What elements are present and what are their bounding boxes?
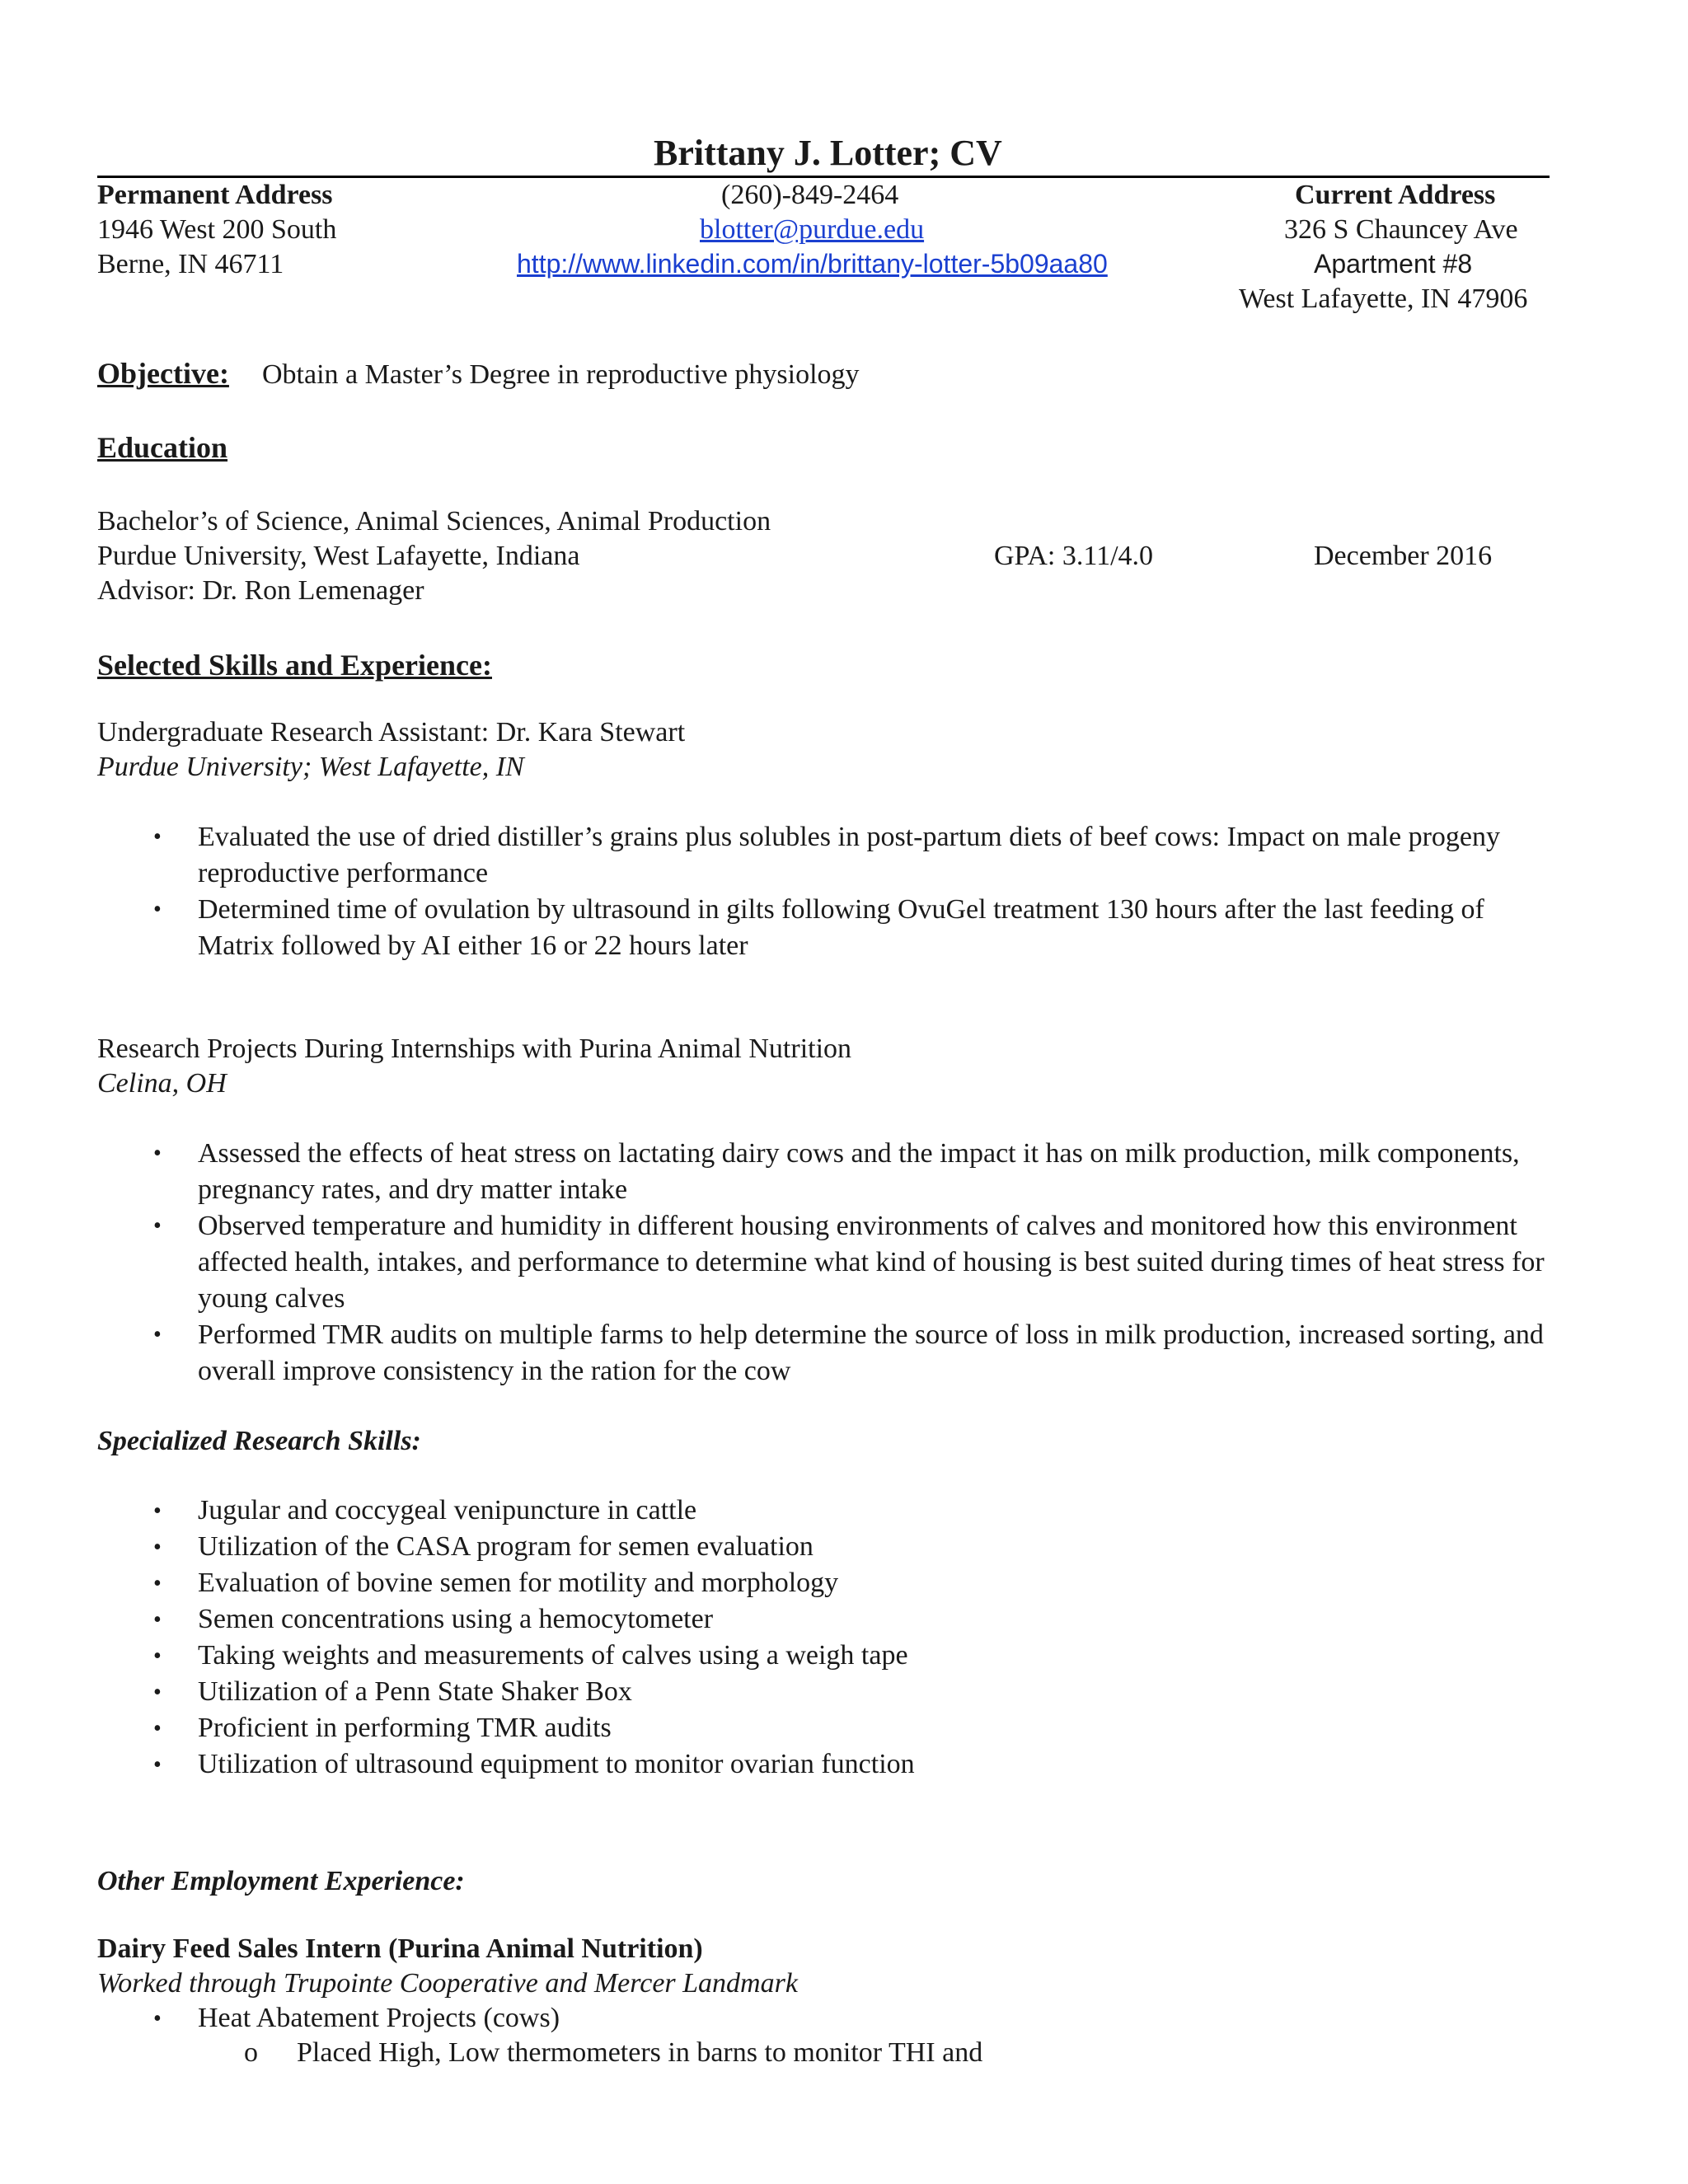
job-sub-bullet-1: Placed High, Low thermometers in barns to monitor THI and: [297, 2037, 983, 2068]
research-assistant-place: Purdue University; West Lafayette, IN: [97, 752, 524, 782]
bullet-marker: •: [153, 2006, 162, 2032]
education-degree: Bachelor’s of Science, Animal Sciences, Animal Production: [97, 506, 771, 537]
employment-heading: Other Employment Experience:: [97, 1866, 465, 1896]
current-address-line1: 326 S Chauncey Ave: [1284, 214, 1518, 245]
linkedin-link[interactable]: http://www.linkedin.com/in/brittany-lotter-5b09aa80: [517, 249, 1108, 279]
education-school: Purdue University, West Lafayette, Indiana: [97, 541, 580, 571]
intern-bullet-3: Performed TMR audits on multiple farms to help determine the source of loss in milk production, increased sorting, and overall improve consistency in the ration for the cow: [198, 1319, 1544, 1386]
permanent-address-line2: Berne, IN 46711: [97, 249, 284, 279]
permanent-address-line1: 1946 West 200 South: [97, 214, 337, 245]
bullet-marker: •: [153, 1607, 162, 1633]
skill-item: Utilization of a Penn State Shaker Box: [198, 1676, 632, 1707]
bullet-marker: •: [153, 897, 162, 922]
bullet-marker: •: [153, 1571, 162, 1596]
internship-place: Celina, OH: [97, 1068, 227, 1099]
internship-title: Research Projects During Internships with Purina Animal Nutrition: [97, 1033, 852, 1064]
bullet-marker: •: [153, 824, 162, 850]
education-gpa: GPA: 3.11/4.0: [994, 541, 1154, 571]
research-assistant-title: Undergraduate Research Assistant: Dr. Kara Stewart: [97, 717, 686, 748]
skill-item: Evaluation of bovine semen for motility and morphology: [198, 1568, 839, 1598]
skill-item: Jugular and coccygeal venipuncture in cattle: [198, 1495, 697, 1526]
ra-bullet-1: Evaluated the use of dried distiller’s grains plus solubles in post-partum diets of beef cows: Impact on male progeny reproductive performance: [198, 822, 1501, 888]
bullet-marker: •: [153, 1141, 162, 1166]
phone-number: (260)-849-2464: [721, 180, 899, 210]
bullet-marker: •: [153, 1716, 162, 1741]
intern-bullet-1: Assessed the effects of heat stress on lactating dairy cows and the impact it has on milk production, milk components, pregnancy rates, and dry matter intake: [198, 1138, 1520, 1205]
intern-bullet-2: Observed temperature and humidity in different housing environments of calves and monitored how this environment affected health, intakes, and performance to determine what kind of housing is best suited during times of heat stress for young calves: [198, 1211, 1545, 1314]
bullet-marker: •: [153, 1322, 162, 1347]
current-address-label: Current Address: [1295, 180, 1496, 210]
job-subtitle: Worked through Trupointe Cooperative and Mercer Landmark: [97, 1968, 798, 1999]
current-address-line2: Apartment #8: [1314, 249, 1473, 279]
bullet-marker: •: [153, 1213, 162, 1239]
experience-heading: Selected Skills and Experience:: [97, 649, 492, 682]
sub-bullet-marker: o: [244, 2037, 258, 2068]
bullet-marker: •: [153, 1498, 162, 1524]
cv-title: Brittany J. Lotter; CV: [654, 133, 1002, 173]
current-address-line3: West Lafayette, IN 47906: [1239, 284, 1528, 314]
job-title: Dairy Feed Sales Intern (Purina Animal Nutrition): [97, 1933, 703, 1964]
education-date: December 2016: [1314, 541, 1493, 571]
bullet-marker: •: [153, 1680, 162, 1705]
objective-text: Obtain a Master’s Degree in reproductive physiology: [262, 359, 860, 390]
skill-item: Semen concentrations using a hemocytometer: [198, 1604, 714, 1634]
skill-item: Proficient in performing TMR audits: [198, 1713, 612, 1743]
bullet-marker: •: [153, 1535, 162, 1560]
job-bullet-1: Heat Abatement Projects (cows): [198, 2003, 560, 2033]
permanent-address-label: Permanent Address: [97, 180, 333, 210]
skill-item: Taking weights and measurements of calves using a weigh tape: [198, 1640, 908, 1671]
bullet-marker: •: [153, 1752, 162, 1778]
bullet-marker: •: [153, 1643, 162, 1669]
email-link[interactable]: blotter@purdue.edu: [700, 214, 925, 245]
education-advisor: Advisor: Dr. Ron Lemenager: [97, 575, 424, 606]
education-heading: Education: [97, 431, 228, 464]
skill-item: Utilization of ultrasound equipment to monitor ovarian function: [198, 1749, 915, 1779]
objective-heading: Objective:: [97, 357, 229, 390]
skills-heading: Specialized Research Skills:: [97, 1426, 421, 1456]
ra-bullet-2: Determined time of ovulation by ultrasound in gilts following OvuGel treatment 130 hours after the last feeding of Matrix followed by AI either 16 or 22 hours later: [198, 894, 1484, 961]
skill-item: Utilization of the CASA program for semen evaluation: [198, 1531, 814, 1562]
